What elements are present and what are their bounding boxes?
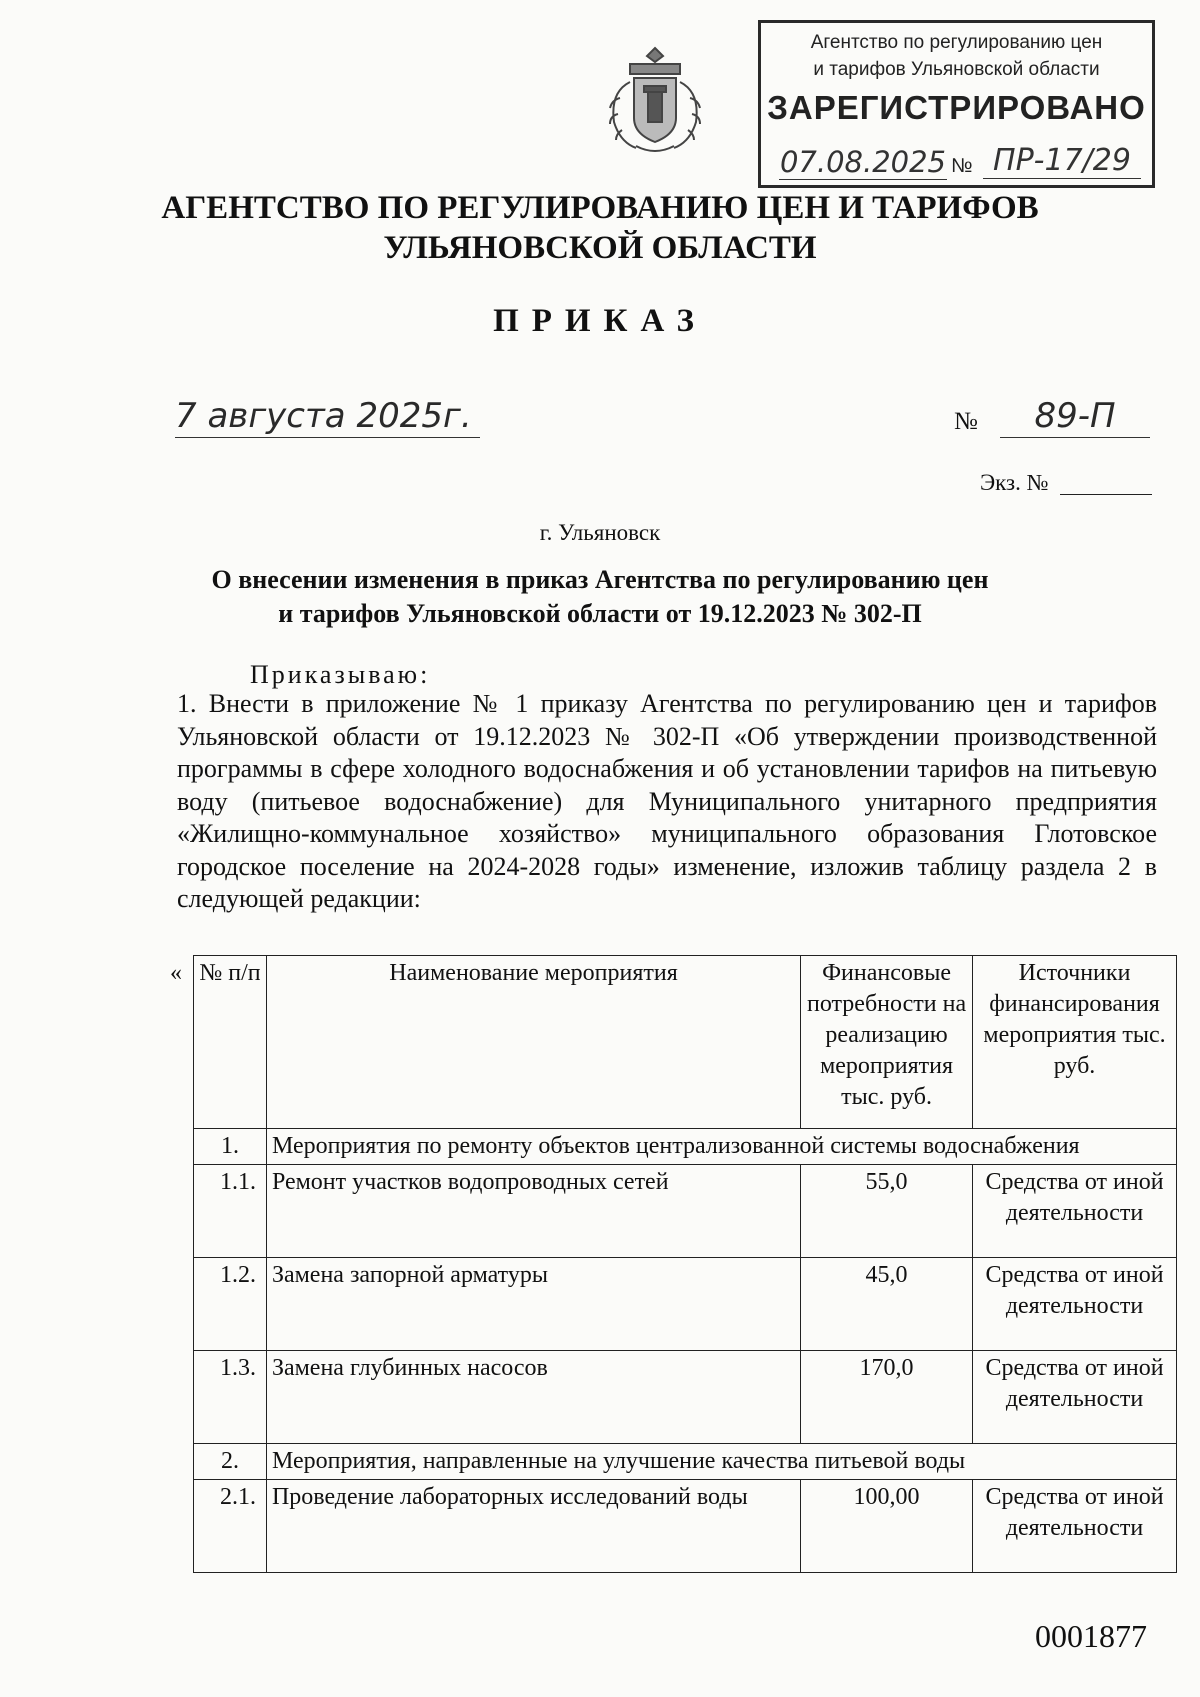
row-amount: 100,00 bbox=[801, 1480, 973, 1573]
subject-line1: О внесении изменения в приказ Агентства по регулированию цен bbox=[211, 565, 989, 594]
city: г. Ульяновск bbox=[539, 520, 661, 545]
section-title: Мероприятия, направленные на улучшение качества питьевой воды bbox=[266, 1444, 1176, 1480]
row-num: 2.1. bbox=[194, 1480, 267, 1573]
row-source: Средства от иной деятельности bbox=[973, 1351, 1177, 1444]
table-header-row bbox=[194, 956, 1177, 1129]
row-name: Проведение лабораторных исследований воды bbox=[266, 1480, 800, 1573]
coat-of-arms-icon bbox=[600, 42, 710, 162]
order-number-label: № bbox=[954, 408, 978, 435]
table-body bbox=[194, 956, 1177, 1573]
section-row bbox=[194, 1444, 1177, 1480]
header-source: Источники финансирования мероприятия тыс. руб. bbox=[973, 956, 1177, 1129]
row-name: Ремонт участков водопроводных сетей bbox=[266, 1165, 800, 1258]
subject-line2: и тарифов Ульяновской области от 19.12.2023 № 302-П bbox=[278, 599, 922, 628]
order-subject bbox=[0, 563, 1200, 631]
row-source: Средства от иной деятельности bbox=[973, 1165, 1177, 1258]
agency-name bbox=[0, 188, 1200, 268]
section-num: 2. bbox=[194, 1444, 267, 1480]
row-num: 1.2. bbox=[194, 1258, 267, 1351]
row-num: 1.1. bbox=[194, 1165, 267, 1258]
row-source: Средства от иной деятельности bbox=[973, 1480, 1177, 1573]
row-amount: 55,0 bbox=[801, 1165, 973, 1258]
document-serial-number: 0001877 bbox=[1035, 1618, 1147, 1654]
body-paragraph: 1. Внести в приложение № 1 приказу Агентства по регулированию цен и тарифов Ульяновской области от 19.12.2023 № 302-П «Об утверждении производственной программы в сфере холодного водоснабжения и об установлении тарифов на питьевую воду (питьевое водоснабжение) для Муниципального унитарного предприятия «Жилищно-коммунальное хозяйство» муниципального образования Глотовское городское поселение на 2024-2028 годы» изменение, изложив таблицу раздела 2 в следующей редакции: bbox=[177, 689, 1157, 913]
row-source: Средства от иной деятельности bbox=[973, 1258, 1177, 1351]
section-num: 1. bbox=[194, 1129, 267, 1165]
opening-quote: « bbox=[170, 960, 182, 986]
header-finance: Финансовые потребности на реализацию мероприятия тыс. руб. bbox=[801, 956, 973, 1129]
header-num: № п/п bbox=[194, 956, 267, 1129]
order-number: 89-П bbox=[1000, 395, 1150, 438]
header-name: Наименование мероприятия bbox=[266, 956, 800, 1129]
stamp-agency-line1: Агентство по регулированию цен bbox=[810, 32, 1103, 53]
row-name: Замена глубинных насосов bbox=[266, 1351, 800, 1444]
copy-number-label: Экз. № bbox=[980, 470, 1049, 495]
registration-stamp bbox=[758, 20, 1155, 188]
stamp-date: 07.08.2025 bbox=[779, 145, 947, 179]
table-row bbox=[194, 1351, 1177, 1444]
row-num: 1.3. bbox=[194, 1351, 267, 1444]
stamp-agency-line2: и тарифов Ульяновской области bbox=[813, 59, 1100, 80]
row-amount: 45,0 bbox=[801, 1258, 973, 1351]
stamp-number-label: № bbox=[951, 155, 973, 177]
row-name: Замена запорной арматуры bbox=[266, 1258, 800, 1351]
table-row bbox=[194, 1480, 1177, 1573]
row-amount: 170,0 bbox=[801, 1351, 973, 1444]
copy-number-field bbox=[1060, 494, 1152, 495]
stamp-number: ПР-17/29 bbox=[983, 143, 1141, 179]
orders-heading: Приказываю: bbox=[250, 660, 431, 689]
table-row bbox=[194, 1165, 1177, 1258]
agency-name-line2: УЛЬЯНОВСКОЙ ОБЛАСТИ bbox=[383, 230, 817, 266]
order-date: 7 августа 2025г. bbox=[175, 395, 480, 438]
table-row bbox=[194, 1258, 1177, 1351]
measures-table bbox=[193, 955, 1177, 1573]
section-title: Мероприятия по ремонту объектов централизованной системы водоснабжения bbox=[266, 1129, 1176, 1165]
document-type: ПРИКАЗ bbox=[493, 303, 707, 339]
stamp-status: ЗАРЕГИСТРИРОВАНО bbox=[767, 89, 1146, 126]
section-row bbox=[194, 1129, 1177, 1165]
agency-name-line1: АГЕНТСТВО ПО РЕГУЛИРОВАНИЮ ЦЕН И ТАРИФОВ bbox=[161, 190, 1039, 226]
